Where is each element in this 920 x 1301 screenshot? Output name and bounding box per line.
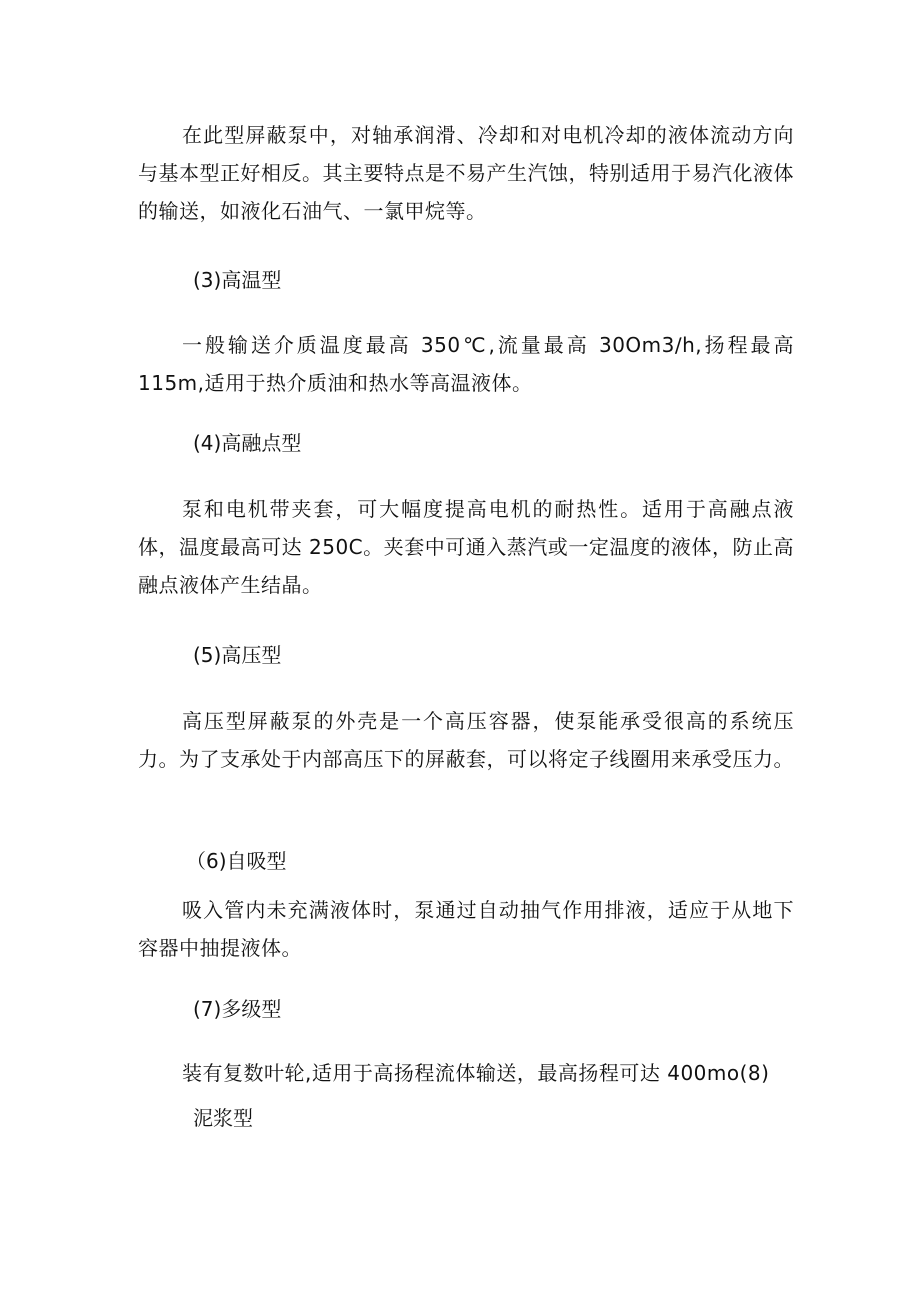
- heading-high-pressure-type: (5)高压型: [193, 643, 282, 667]
- paragraph-multistage-type: 装有复数叶轮,适用于高扬程流体输送，最高扬程可达 400mo(8): [182, 1061, 770, 1085]
- heading-self-priming-type: （6)自吸型: [186, 849, 287, 873]
- heading-multistage-type: (7)多级型: [193, 997, 282, 1021]
- heading-slurry-type: 泥浆型: [193, 1106, 253, 1130]
- heading-high-temperature-type: (3)高温型: [193, 268, 282, 292]
- paragraph-self-priming-type: 吸入管内未充满液体时，泵通过自动抽气作用排液，适应于从地下容器中抽提液体。: [138, 898, 794, 960]
- paragraph-high-melting-point-type: 泵和电机带夹套，可大幅度提高电机的耐热性。适用于高融点液体，温度最高可达 250C。夹套中可通入蒸汽或一定温度的液体，防止高融点液体产生结晶。: [138, 497, 794, 597]
- paragraph-high-pressure-type: 高压型屏蔽泵的外壳是一个高压容器，使泵能承受很高的系统压力。为了支承处于内部高压下的屏蔽套，可以将定子线圈用来承受压力。: [138, 709, 794, 771]
- paragraph-high-temperature-type: 一般输送介质温度最高 350℃,流量最高 30Om3∕h,扬程最高 115m,适用于热介质油和热水等高温液体。: [138, 333, 794, 395]
- paragraph-reverse-flow-type: 在此型屏蔽泵中，对轴承润滑、冷却和对电机冷却的液体流动方向与基本型正好相反。其主要特点是不易产生汽蚀，特别适用于易汽化液体的输送，如液化石油气、一氯甲烷等。: [138, 123, 794, 223]
- heading-high-melting-point-type: (4)高融点型: [193, 431, 302, 455]
